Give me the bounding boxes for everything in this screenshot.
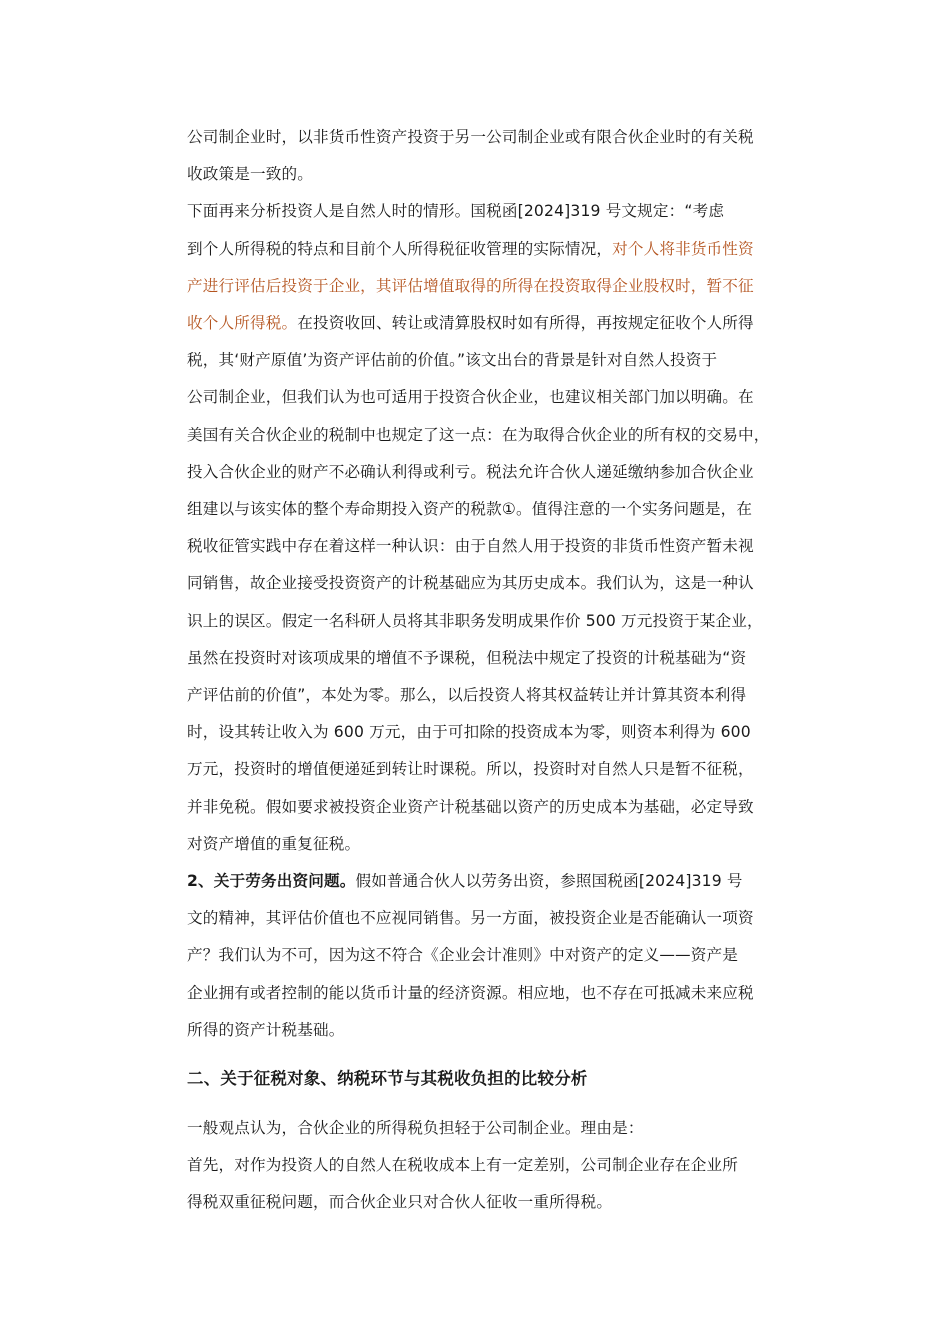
text-line: [187, 797, 754, 817]
text-line: [187, 945, 738, 965]
bold-text: 2、关于劳务出资问题。: [187, 872, 356, 890]
text-line: [187, 499, 752, 519]
text-line: [187, 983, 754, 1003]
text-segment: 税收征管实践中存在着这样一种认识：由于自然人用于投资的非货币性资产暂未视: [187, 537, 754, 556]
text-segment: 产评估前的价值”，本处为零。那么，以后投资人将其权益转让并计算其资本利得: [187, 686, 747, 704]
text-segment: 时，设其转让收入为 600 万元，由于可扣除的投资成本为零，则资本利得为 600: [187, 723, 751, 742]
text-segment: 企业拥有或者控制的能以货币计量的经济资源。相应地，也不存在可抵减未来应税: [187, 983, 754, 1002]
text-segment: 假如普通合伙人以劳务出资，参照国税函[2024]319 号: [355, 872, 743, 890]
text-segment: 公司制企业时，以非货币性资产投资于另一公司制企业或有限合伙企业时的有关税: [187, 128, 754, 146]
text-line: [187, 1118, 644, 1138]
text-line: [187, 908, 754, 928]
text-segment: 得税双重征税问题，而合伙企业只对合伙人征收一重所得税。: [187, 1193, 613, 1211]
text-segment: 税，其‘财产原值’为资产评估前的价值。”该文出台的背景是针对自然人投资于: [187, 351, 718, 370]
text-segment: 虽然在投资时对该项成果的增值不予课税，但税法中规定了投资的计税基础为“资: [187, 648, 747, 667]
text-line: [187, 834, 360, 854]
text-segment: 首先，对作为投资人的自然人在税收成本上有一定差别，公司制企业存在企业所: [187, 1156, 739, 1174]
text-line: [187, 1020, 344, 1040]
text-segment: 所得的资产计税基础。: [187, 1020, 345, 1039]
text-segment: 文的精神，其评估价值也不应视同销售。另一方面，被投资企业是否能确认一项资: [187, 909, 754, 928]
text-line: [187, 536, 754, 556]
text-line: [187, 462, 754, 482]
text-segment: 组建以与该实体的整个寿命期投入资产的税款①。值得注意的一个实务问题是，在: [187, 500, 753, 518]
text-line: [187, 313, 754, 333]
text-line: [187, 239, 754, 259]
section-heading: 二、关于征税对象、纳税环节与其税收负担的比较分析: [187, 1069, 588, 1088]
text-line: [187, 611, 763, 631]
text-line: [187, 350, 717, 370]
highlighted-text: 对个人将非货币性资: [612, 239, 754, 258]
text-segment: 公司制企业，但我们认为也可适用于投资合伙企业，也建议相关部门加以明确。在: [187, 388, 754, 407]
text-line: [187, 1192, 612, 1212]
text-line: [187, 871, 743, 891]
text-segment: 同销售，故企业接受投资资产的计税基础应为其历史成本。我们认为，这是一种认: [187, 574, 754, 593]
text-segment: 万元，投资时的增值便递延到转让时课税。所以，投资时对自然人只是暂不征税，: [187, 760, 754, 779]
text-line: [187, 573, 754, 593]
text-line: [187, 127, 754, 147]
text-line: [187, 648, 746, 668]
text-line: [187, 685, 746, 705]
text-segment: 下面再来分析投资人是自然人时的情形。国税函[2024]319 号文规定：“考虑: [187, 202, 725, 221]
text-line: [187, 759, 754, 779]
text-line: [187, 276, 754, 296]
highlighted-text: 收个人所得税。: [187, 314, 298, 332]
text-line: [187, 164, 313, 184]
text-segment: 到个人所得税的特点和目前个人所得税征收管理的实际情况，: [187, 239, 613, 258]
text-segment: 美国有关合伙企业的税制中也规定了这一点：在为取得合伙企业的所有权的交易中，: [187, 425, 770, 444]
text-segment: 产？我们认为不可，因为这不符合《企业会计准则》中对资产的定义——资产是: [187, 946, 739, 965]
text-segment: 投入合伙企业的财产不必确认利得或利亏。税法允许合伙人递延缴纳参加合伙企业: [187, 462, 754, 481]
text-line: [187, 387, 754, 407]
text-line: [187, 201, 724, 221]
text-line: [187, 1155, 738, 1175]
text-segment: 并非免税。假如要求被投资企业资产计税基础以资产的历史成本为基础，必定导致: [187, 797, 754, 816]
text-segment: 对资产增值的重复征税。: [187, 834, 361, 853]
text-segment: 在投资收回、转让或清算股权时如有所得，再按规定征收个人所得: [297, 314, 754, 332]
highlighted-text: 产进行评估后投资于企业，其评估增值取得的所得在投资取得企业股权时，暂不征: [187, 276, 754, 295]
text-segment: 一般观点认为，合伙企业的所得税负担轻于公司制企业。理由是：: [187, 1119, 644, 1137]
text-line: [187, 722, 751, 742]
text-segment: 收政策是一致的。: [187, 165, 313, 184]
text-segment: 识上的误区。假定一名科研人员将其非职务发明成果作价 500 万元投资于某企业，: [187, 611, 763, 630]
text-line: [187, 425, 770, 445]
